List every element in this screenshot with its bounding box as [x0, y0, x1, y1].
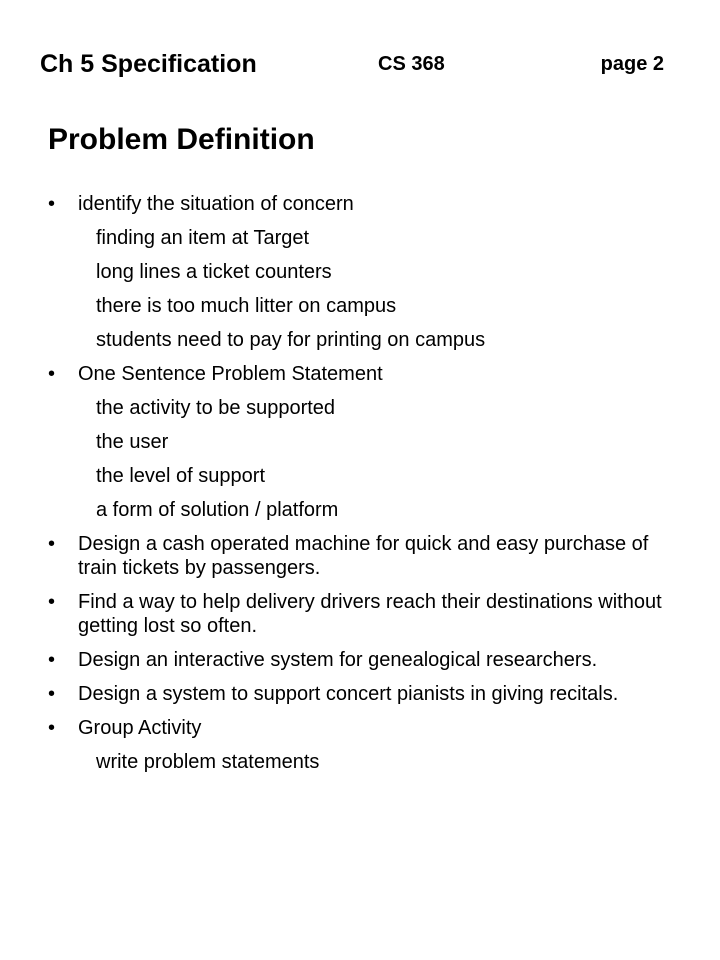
sub-item: the user [96, 431, 169, 453]
bullet-text: Find a way to help delivery drivers reach their destinations without getting lost so often. [78, 591, 662, 637]
bullet-dot: • [48, 649, 56, 671]
bullet-text: Design a cash operated machine for quick and easy purchase of train tickets by passengers. [78, 533, 649, 579]
page-heading: Problem Definition [48, 123, 315, 156]
bullet-dot: • [48, 591, 56, 613]
bullet-dot: • [48, 193, 56, 215]
bullet-item [48, 716, 688, 740]
bullet-text: Group Activity [78, 717, 202, 739]
bullet-text: Design an interactive system for genealogical researchers. [78, 649, 598, 671]
bullet-item [48, 362, 688, 386]
bullet-item [48, 648, 688, 672]
sub-item: write problem statements [96, 751, 320, 773]
course-code: CS 368 [378, 53, 445, 75]
bullet-item [48, 192, 688, 216]
bullet-item [48, 590, 688, 638]
bullet-dot: • [48, 533, 56, 555]
bullet-list [48, 192, 688, 784]
bullet-dot: • [48, 717, 56, 739]
bullet-text: One Sentence Problem Statement [78, 363, 383, 385]
sub-item: long lines a ticket counters [96, 261, 332, 283]
bullet-dot: • [48, 363, 56, 385]
sub-item: finding an item at Target [96, 227, 310, 249]
sub-item: there is too much litter on campus [96, 295, 397, 317]
bullet-dot: • [48, 683, 56, 705]
bullet-item [48, 682, 688, 706]
chapter-title: Ch 5 Specification [40, 50, 257, 78]
sub-item: the level of support [96, 465, 265, 487]
slide-header [40, 50, 664, 80]
bullet-text: Design a system to support concert pianists in giving recitals. [78, 683, 619, 705]
page-number: page 2 [600, 53, 664, 75]
sub-item: a form of solution / platform [96, 499, 339, 521]
sub-item: the activity to be supported [96, 397, 336, 419]
sub-item: students need to pay for printing on campus [96, 329, 486, 351]
bullet-text: identify the situation of concern [78, 193, 354, 215]
bullet-item [48, 532, 688, 580]
